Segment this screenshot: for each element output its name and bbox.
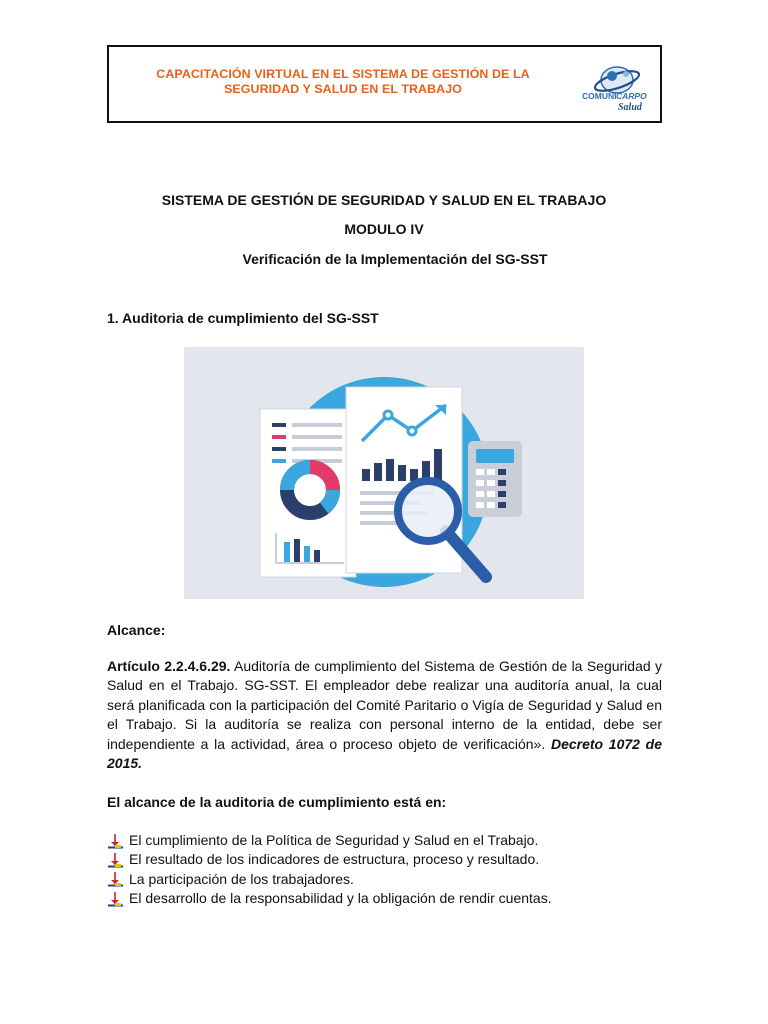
- module-subtitle: Verificación de la Implementación del SG-SST: [242, 251, 548, 267]
- bullet-arrow-icon: [107, 891, 129, 907]
- module-label: MODULO IV: [344, 221, 424, 237]
- list-item-text: El resultado de los indicadores de estructura, proceso y resultado.: [129, 851, 540, 868]
- audit-report-illustration: [184, 347, 584, 599]
- course-title: [123, 67, 563, 97]
- svg-text:Salud: Salud: [618, 102, 642, 113]
- svg-text:COMUNI: COMUNI: [582, 91, 617, 101]
- list-item: [107, 870, 667, 889]
- bullet-arrow-icon: [107, 852, 129, 868]
- main-title: SISTEMA DE GESTIÓN DE SEGURIDAD Y SALUD EN EL TRABAJO: [161, 192, 607, 208]
- list-item-text: La participación de los trabajadores.: [129, 870, 354, 887]
- course-header: [107, 45, 662, 123]
- list-item-text: El desarrollo de la responsabilidad y la obligación de rendir cuentas.: [129, 890, 552, 907]
- bullet-arrow-icon: [107, 871, 129, 887]
- course-title-line-2: SEGURIDAD Y SALUD EN EL TRABAJO: [224, 82, 462, 96]
- article-label: Artículo 2.2.4.6.29.: [107, 658, 231, 674]
- list-item: [107, 850, 667, 869]
- section-heading: 1. Auditoria de cumplimiento del SG-SST: [107, 310, 379, 326]
- scope-label: Alcance:: [107, 622, 166, 638]
- article-paragraph: [107, 657, 662, 773]
- article-text: Auditoría de cumplimiento del Sistema de Gestión de la Seguridad y Salud en el Trabajo. SG-SST. El empleador debe realizar una auditoría anual, la cual será planificada con la participación del Comité Paritario o Vigía de Seguridad y Salud en el Trabajo. Si la auditoría se realiza con personal interno de la entidad, debe ser independiente a la actividad, área o proceso objeto de verificación».: [107, 658, 663, 752]
- list-item: [107, 889, 667, 908]
- decree-reference: Decreto 1072 de 2015.: [107, 735, 662, 772]
- scope-list: [107, 831, 667, 909]
- comunicarpo-logo: [580, 55, 654, 115]
- list-item: [107, 831, 667, 850]
- scope-heading: El alcance de la auditoria de cumplimiento está en:: [107, 794, 447, 810]
- course-title-line-1: CAPACITACIÓN VIRTUAL EN EL SISTEMA DE GESTIÓN DE LA: [156, 67, 530, 81]
- bullet-arrow-icon: [107, 833, 129, 849]
- list-item-text: El cumplimiento de la Política de Seguridad y Salud en el Trabajo.: [129, 832, 539, 848]
- svg-text:CARPO: CARPO: [616, 91, 647, 101]
